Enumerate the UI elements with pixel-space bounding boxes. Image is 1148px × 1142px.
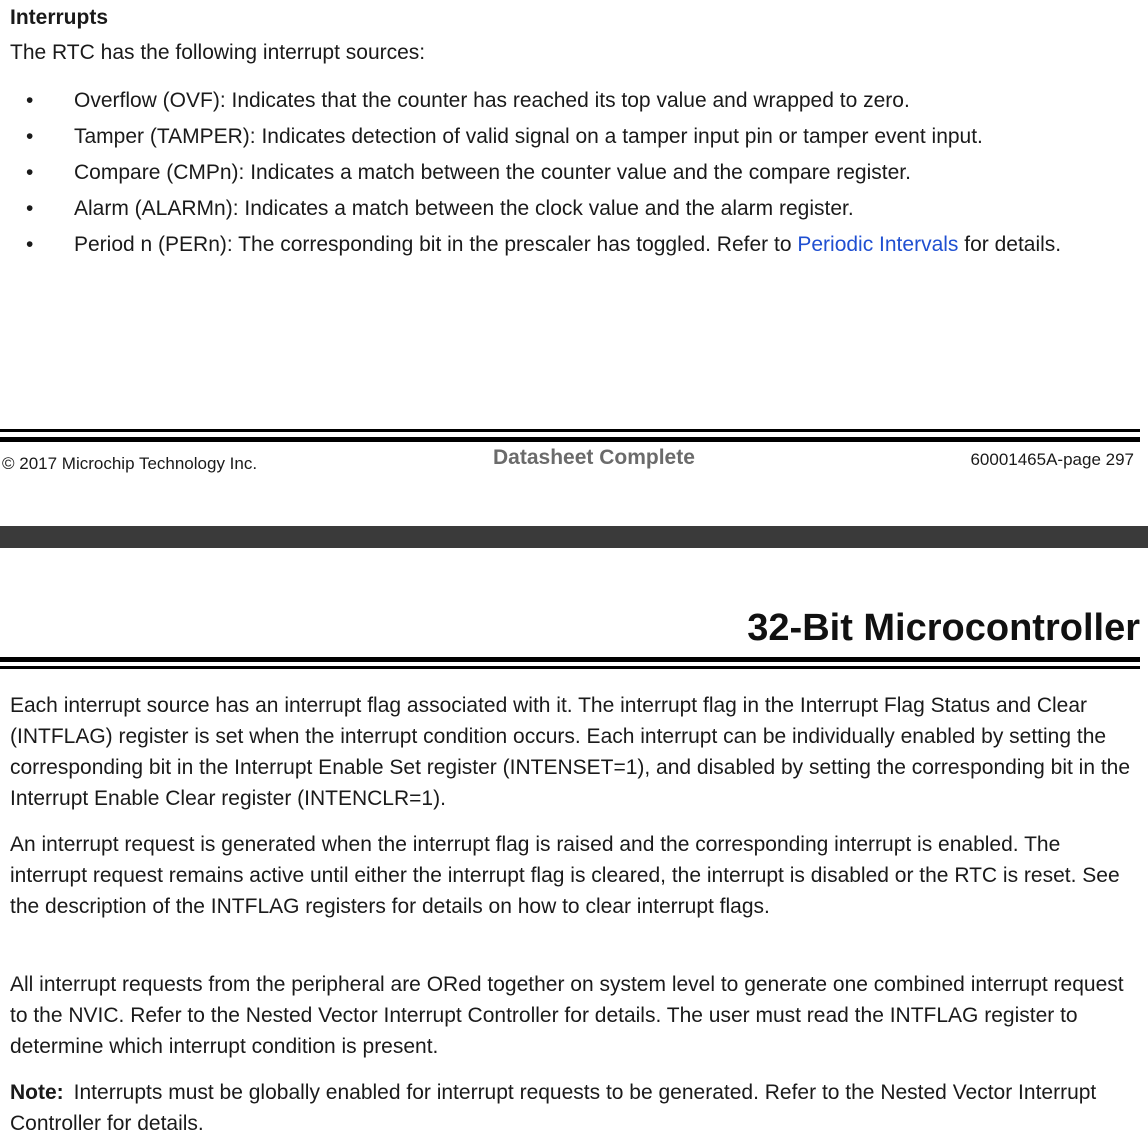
bullet-icon: •	[26, 161, 34, 184]
bullet-icon: •	[26, 125, 34, 148]
list-item-text: Compare (CMPn): Indicates a match between the counter value and the compare register.	[74, 161, 911, 184]
section-heading: Interrupts	[10, 6, 109, 29]
footer-rule-top	[0, 429, 1140, 432]
list-item	[0, 85, 1148, 116]
bullet-icon: •	[26, 89, 34, 112]
list-item-text: Alarm (ALARMn): Indicates a match between the clock value and the alarm register.	[74, 197, 854, 220]
bullet-icon: •	[26, 233, 34, 256]
list-item	[0, 121, 1148, 152]
intro-text: The RTC has the following interrupt sources:	[10, 41, 426, 64]
list-item	[0, 157, 1148, 188]
footer-copyright: © 2017 Microchip Technology Inc.	[2, 454, 258, 473]
paragraph-nvic: All interrupt requests from the peripheral are ORed together on system level to generate one combined interrupt request to the NVIC. Refer to the Nested Vector Interrupt Controller for details. The user must read the INTFLAG register to determine which interrupt condition is present.	[10, 973, 1124, 1058]
footer-page-number: 60001465A-page 297	[970, 450, 1134, 469]
note-paragraph	[10, 1077, 1138, 1139]
page-298-fragment	[0, 548, 1148, 1142]
list-item-text-after: for details.	[958, 233, 1062, 256]
paragraph-interrupt-request: An interrupt request is generated when the interrupt flag is raised and the corresponding interrupt is enabled. The interrupt request remains active until either the interrupt flag is cleared, the interrupt is disabled or the RTC is reset. See the description of the INTFLAG registers for details on how to clear interrupt flags.	[10, 833, 1120, 918]
note-text: Interrupts must be globally enabled for interrupt requests to be generated. Refer to the Nested Vector Interrupt Controller for details.	[10, 1081, 1097, 1135]
list-item	[0, 193, 1148, 224]
document-title: 32-Bit Microcontroller	[747, 607, 1140, 649]
footer-rule-bottom	[0, 437, 1140, 442]
bullet-icon: •	[26, 197, 34, 220]
periodic-intervals-link[interactable]: Periodic Intervals	[797, 233, 959, 256]
list-item	[0, 229, 1148, 260]
list-item-text: Overflow (OVF): Indicates that the counter has reached its top value and wrapped to zero.	[74, 89, 910, 112]
page-297-fragment	[0, 0, 1148, 528]
note-label: Note:	[10, 1081, 64, 1104]
footer-document-status: Datasheet Complete	[493, 446, 695, 469]
header-rule-bottom	[0, 666, 1140, 669]
paragraph-interrupt-flags: Each interrupt source has an interrupt flag associated with it. The interrupt flag in the Interrupt Flag Status and Clear (INTFLAG) register is set when the interrupt condition occurs. Each interrupt can be individually enabled by setting the corresponding bit in the Interrupt Enable Set register (INTENSET=1), and disabled by setting the corresponding bit in the Interrupt Enable Clear register (INTENCLR=1).	[10, 694, 1131, 810]
interrupt-source-list	[0, 85, 1148, 265]
page-separator	[0, 526, 1148, 548]
list-item-text: Tamper (TAMPER): Indicates detection of valid signal on a tamper input pin or tamper event input.	[74, 125, 983, 148]
list-item-text: Period n (PERn): The corresponding bit in the prescaler has toggled. Refer to	[74, 233, 798, 256]
header-rule-top	[0, 657, 1140, 662]
